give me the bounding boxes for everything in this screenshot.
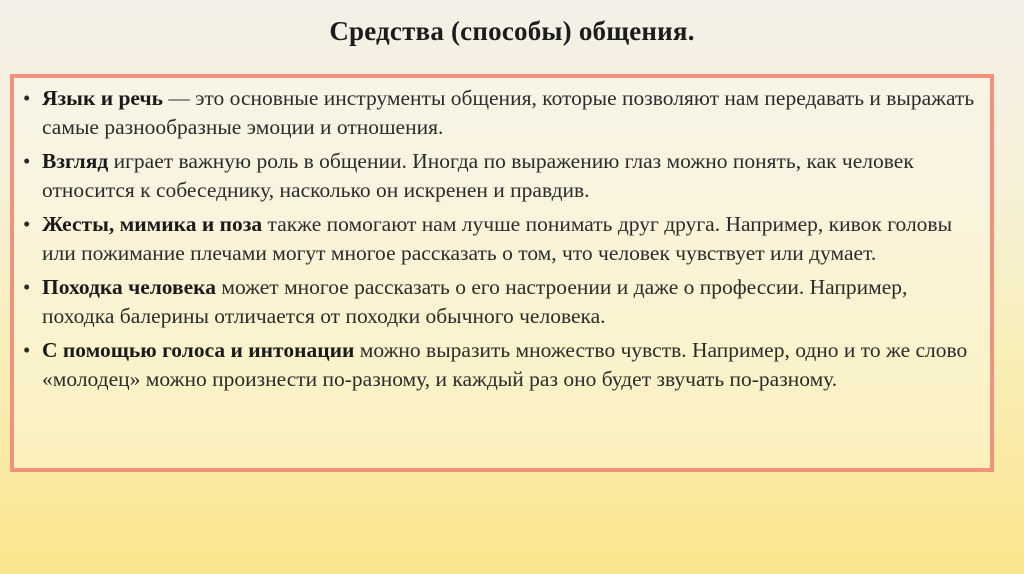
bullet-text: можно выразить множество чувств. Например, одно и то же слово «молодец» можно произнести по-разному, и каждый раз оно будет звучать по-разному.: [42, 338, 968, 391]
bullet-dot-icon: •: [23, 275, 31, 299]
bullet-dot-icon: •: [23, 86, 31, 110]
bullet-dot-icon: •: [23, 338, 31, 362]
bullet-list: [14, 78, 990, 394]
bullet-term: Язык и речь: [42, 86, 163, 110]
bullet-dot-icon: •: [23, 149, 31, 173]
bullet-dot-icon: •: [23, 212, 31, 236]
bullet-item: [23, 210, 980, 268]
bullet-item: [23, 84, 980, 142]
content-box: [10, 74, 994, 472]
bullet-term: Жесты, мимика и поза: [42, 212, 263, 236]
bullet-item: [23, 147, 980, 205]
bullet-term: Походка человека: [42, 275, 216, 299]
bullet-text: может многое рассказать о его настроении и даже о профессии. Например, походка балерины отличается от походки обычного человека.: [42, 275, 908, 328]
bullet-item: [23, 273, 980, 331]
bullet-text: также помогают нам лучше понимать друг друга. Например, кивок головы или пожимание плечами могут многое рассказать о том, что человек чувствует или думает.: [42, 212, 953, 265]
slide-title: Средства (способы) общения.: [329, 16, 695, 46]
bullet-text: играет важную роль в общении. Иногда по выражению глаз можно понять, как человек относится к собеседнику, насколько он искренен и правдив.: [42, 149, 914, 202]
bullet-term: С помощью голоса и интонации: [42, 338, 355, 362]
bullet-term: Взгляд: [42, 149, 109, 173]
bullet-text: — это основные инструменты общения, которые позволяют нам передавать и выражать самые разнообразные эмоции и отношения.: [42, 86, 975, 139]
bullet-item: [23, 336, 980, 394]
